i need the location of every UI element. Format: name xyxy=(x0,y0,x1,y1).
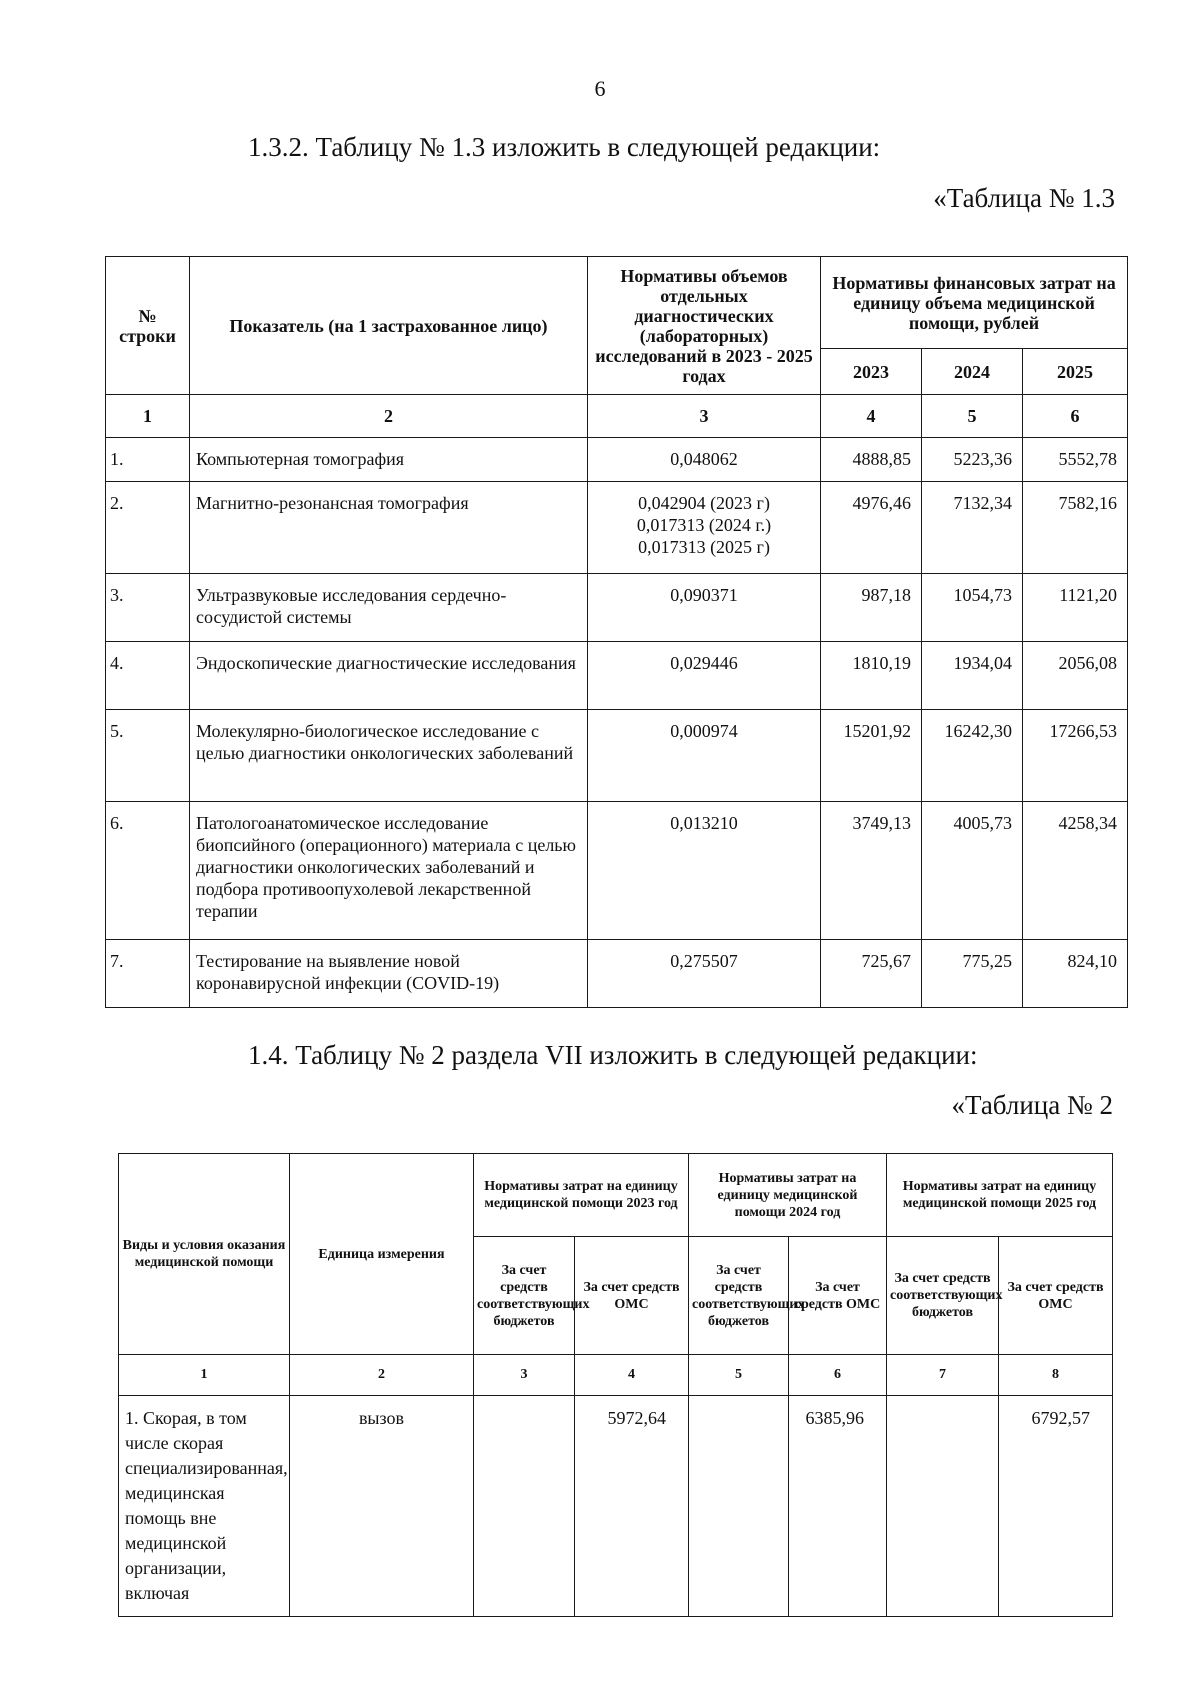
row-volume: 0,029446 xyxy=(588,642,821,710)
row-volume: 0,048062 xyxy=(588,438,821,482)
row-budget-2025 xyxy=(887,1396,999,1617)
table-row xyxy=(106,642,1128,710)
row-2023: 3749,13 xyxy=(821,802,922,940)
row-name: Тестирование на выявление новой коронавирусной инфекции (COVID-19) xyxy=(190,940,588,1008)
row-volume: 0,000974 xyxy=(588,710,821,802)
column-number: 4 xyxy=(821,395,922,438)
row-2023: 4888,85 xyxy=(821,438,922,482)
row-2024: 775,25 xyxy=(922,940,1023,1008)
header-year-2025: 2025 xyxy=(1023,349,1128,395)
row-name: Магнитно-резонансная томография xyxy=(190,482,588,574)
column-number: 3 xyxy=(588,395,821,438)
row-2023: 1810,19 xyxy=(821,642,922,710)
row-name: Молекулярно-биологическое исследование с целью диагностики онкологических заболеваний xyxy=(190,710,588,802)
row-volume: 0,090371 xyxy=(588,574,821,642)
header-budget-2023: За счет средств соответствующих бюджетов xyxy=(474,1237,575,1355)
column-number: 2 xyxy=(190,395,588,438)
header-indicator: Показатель (на 1 застрахованное лицо) xyxy=(190,257,588,395)
row-2024: 1054,73 xyxy=(922,574,1023,642)
row-2023: 987,18 xyxy=(821,574,922,642)
header-budget-2024: За счет средств соответствующих бюджетов xyxy=(689,1237,789,1355)
row-name: Компьютерная томография xyxy=(190,438,588,482)
table-caption-2: «Таблица № 2 xyxy=(951,1090,1113,1120)
row-name: Эндоскопические диагностические исследования xyxy=(190,642,588,710)
header-oms-2024: За счет средств ОМС xyxy=(789,1237,887,1355)
row-oms-2025: 6792,57 xyxy=(999,1396,1113,1617)
column-number: 5 xyxy=(922,395,1023,438)
table-row xyxy=(106,574,1128,642)
column-numbers-row xyxy=(119,1355,1113,1396)
column-number: 6 xyxy=(789,1355,887,1396)
section-heading-1-4: 1.4. Таблицу № 2 раздела VII изложить в следующей редакции: xyxy=(248,1040,978,1070)
row-no: 7. xyxy=(106,940,190,1008)
row-2025: 17266,53 xyxy=(1023,710,1128,802)
row-budget-2023 xyxy=(474,1396,575,1617)
row-no: 3. xyxy=(106,574,190,642)
row-2023: 15201,92 xyxy=(821,710,922,802)
row-oms-2024: 6385,96 xyxy=(789,1396,887,1617)
header-norm-2024: Нормативы затрат на единицу медицинской помощи 2024 год xyxy=(689,1154,887,1237)
table-row xyxy=(106,482,1128,574)
row-2025: 5552,78 xyxy=(1023,438,1128,482)
row-volume: 0,042904 (2023 г) 0,017313 (2024 г.) 0,017313 (2025 г) xyxy=(588,482,821,574)
header-year-2023: 2023 xyxy=(821,349,922,395)
header-year-2024: 2024 xyxy=(922,349,1023,395)
table-2 xyxy=(118,1153,1113,1617)
row-no: 1. xyxy=(106,438,190,482)
row-2025: 824,10 xyxy=(1023,940,1128,1008)
column-number: 1 xyxy=(106,395,190,438)
row-2024: 5223,36 xyxy=(922,438,1023,482)
table-caption-1-3: «Таблица № 1.3 xyxy=(933,183,1115,213)
row-no: 2. xyxy=(106,482,190,574)
page-number: 6 xyxy=(594,76,606,101)
row-name: Ультразвуковые исследования сердечно-сосудистой системы xyxy=(190,574,588,642)
row-no: 6. xyxy=(106,802,190,940)
column-number: 3 xyxy=(474,1355,575,1396)
table-row xyxy=(106,940,1128,1008)
row-volume: 0,275507 xyxy=(588,940,821,1008)
header-norm-2025: Нормативы затрат на единицу медицинской помощи 2025 год xyxy=(887,1154,1113,1237)
column-number: 4 xyxy=(575,1355,689,1396)
column-number: 6 xyxy=(1023,395,1128,438)
row-2025: 4258,34 xyxy=(1023,802,1128,940)
column-number: 8 xyxy=(999,1355,1113,1396)
row-2024: 16242,30 xyxy=(922,710,1023,802)
column-number: 7 xyxy=(887,1355,999,1396)
header-norm-2023: Нормативы затрат на единицу медицинской помощи 2023 год xyxy=(474,1154,689,1237)
row-2025: 7582,16 xyxy=(1023,482,1128,574)
header-budget-2025: За счет средств соответствующих бюджетов xyxy=(887,1237,999,1355)
row-2025: 1121,20 xyxy=(1023,574,1128,642)
row-2024: 1934,04 xyxy=(922,642,1023,710)
row-2025: 2056,08 xyxy=(1023,642,1128,710)
row-2023: 4976,46 xyxy=(821,482,922,574)
header-row-no: № строки xyxy=(106,257,190,395)
header-types: Виды и условия оказания медицинской помощи xyxy=(119,1154,290,1355)
column-numbers-row xyxy=(106,395,1128,438)
table-row xyxy=(119,1396,1113,1617)
table-row xyxy=(106,802,1128,940)
row-oms-2023: 5972,64 xyxy=(575,1396,689,1617)
row-name: Патологоанатомическое исследование биопсийного (операционного) материала с целью диагностики онкологических заболеваний и подбора противоопухолевой лекарственной терапии xyxy=(190,802,588,940)
header-oms-2025: За счет средств ОМС xyxy=(999,1237,1113,1355)
row-volume: 0,013210 xyxy=(588,802,821,940)
header-volume-norms: Нормативы объемов отдельных диагностических (лабораторных) исследований в 2023 - 2025 годах xyxy=(588,257,821,395)
table-1-3 xyxy=(105,256,1128,1008)
header-cost-norms: Нормативы финансовых затрат на единицу объема медицинской помощи, рублей xyxy=(821,257,1128,349)
section-heading-1-3-2: 1.3.2. Таблицу № 1.3 изложить в следующей редакции: xyxy=(248,132,881,162)
header-unit: Единица измерения xyxy=(290,1154,474,1355)
column-number: 1 xyxy=(119,1355,290,1396)
column-number: 5 xyxy=(689,1355,789,1396)
column-number: 2 xyxy=(290,1355,474,1396)
row-no: 5. xyxy=(106,710,190,802)
row-2024: 4005,73 xyxy=(922,802,1023,940)
row-2023: 725,67 xyxy=(821,940,922,1008)
row-no: 4. xyxy=(106,642,190,710)
table-row xyxy=(106,710,1128,802)
row-2024: 7132,34 xyxy=(922,482,1023,574)
table-row xyxy=(106,438,1128,482)
row-type: 1. Скорая, в том числе скорая специализированная, медицинская помощь вне медицинской организации, включая xyxy=(119,1396,290,1617)
header-oms-2023: За счет средств ОМС xyxy=(575,1237,689,1355)
row-unit: вызов xyxy=(290,1396,474,1617)
row-budget-2024 xyxy=(689,1396,789,1617)
